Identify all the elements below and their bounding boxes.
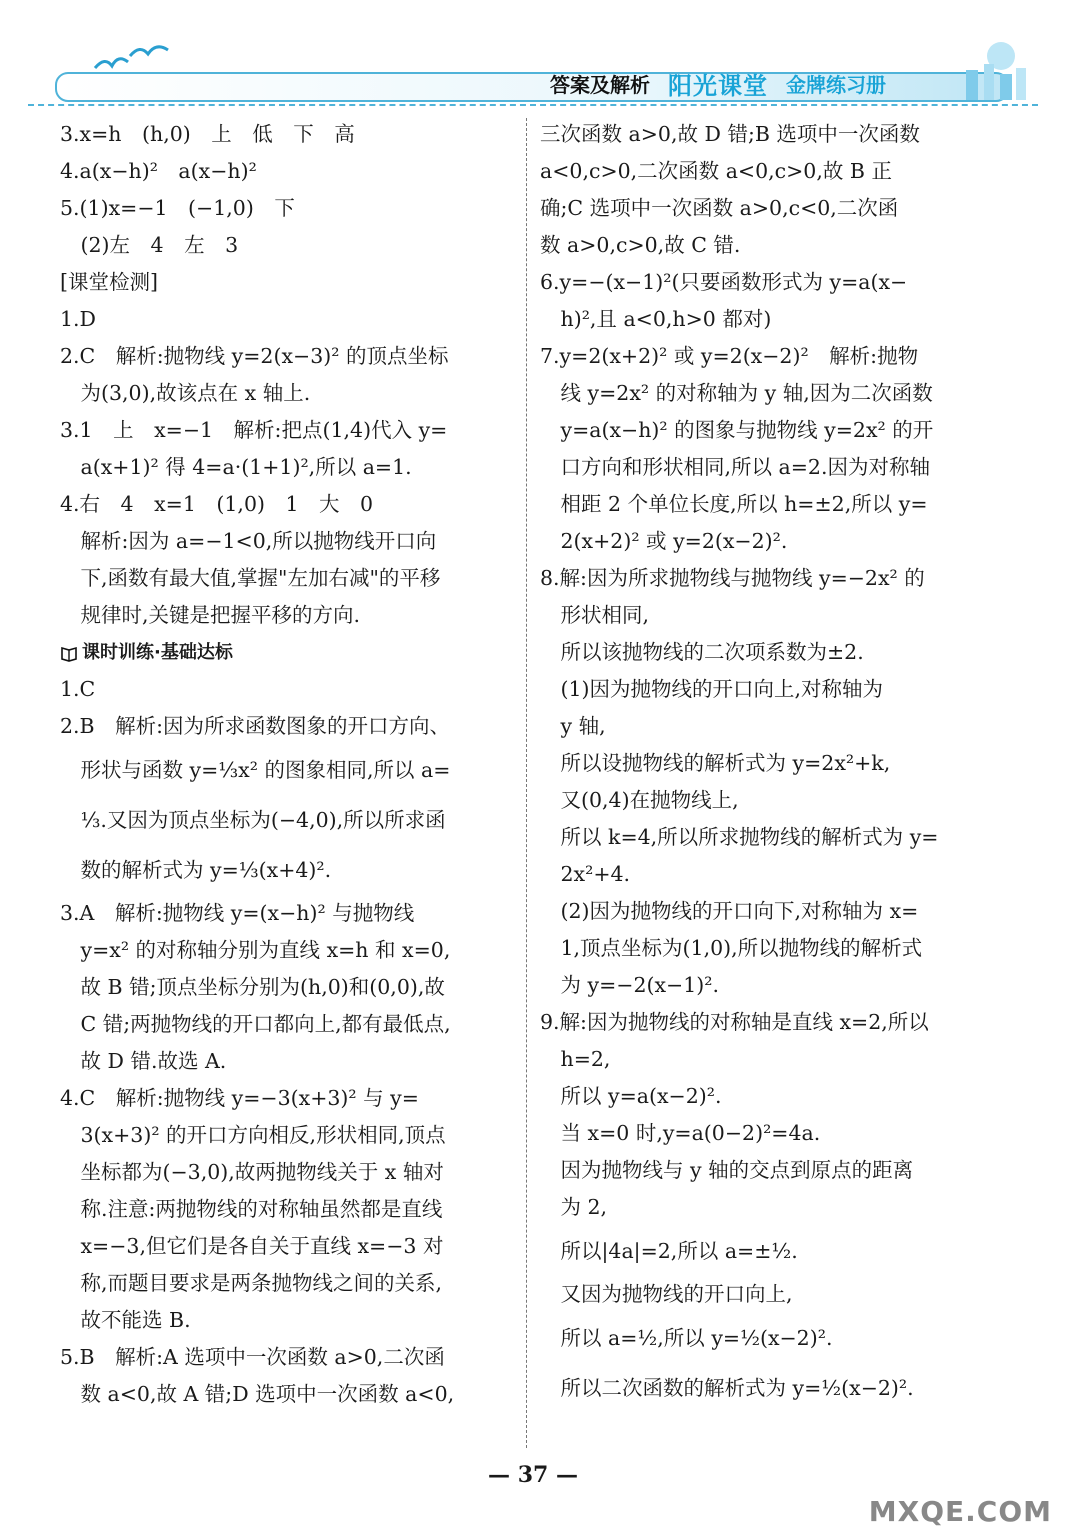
answer-line: 称.注意:两抛物线的对称轴虽然都是直线 (60, 1197, 443, 1221)
answer-line: (2)因为抛物线的开口向下,对称轴为 x= (540, 899, 919, 923)
answer-line: 所以设抛物线的解析式为 y=2x²+k, (540, 751, 891, 775)
answer-line: 为(3,0),故该点在 x 轴上. (60, 381, 311, 405)
answer-line: 相距 2 个单位长度,所以 h=±2,所以 y= (540, 492, 928, 516)
answer-line: 5.(1)x=−1 (−1,0) 下 (60, 196, 295, 220)
answer-line: 所以 a=½,所以 y=½(x−2)². (540, 1326, 833, 1350)
answer-line: 形状与函数 y=⅓x² 的图象相同,所以 a= (60, 758, 451, 782)
answer-line: 口方向和形状相同,所以 a=2.因为对称轴 (540, 455, 930, 479)
answer-line: 2(x+2)² 或 y=2(x−2)². (540, 529, 788, 553)
answer-line: a<0,c>0,二次函数 a<0,c>0,故 B 正 (540, 159, 892, 183)
answer-line: 又因为抛物线的开口向上, (540, 1282, 793, 1306)
answer-line: 数的解析式为 y=⅓(x+4)². (60, 858, 332, 882)
answer-line: 称,而题目要求是两条抛物线之间的关系, (60, 1271, 443, 1295)
book-icon (60, 644, 78, 662)
page-header (0, 0, 1066, 120)
section-label: [课堂检测] (60, 270, 158, 294)
page-number: — 37 — (488, 1462, 578, 1488)
answer-line: 又(0,4)在抛物线上, (540, 788, 739, 812)
decoration-icon (946, 34, 1036, 104)
answer-line: 3.1 上 x=−1 解析:把点(1,4)代入 y= (60, 418, 448, 442)
answer-line: 所以该抛物线的二次项系数为±2. (540, 640, 864, 664)
answer-line: 下,函数有最大值,掌握"左加右减"的平移 (60, 566, 441, 590)
answer-line: 确;C 选项中一次函数 a>0,c<0,二次函 (540, 196, 899, 220)
answer-line: (2)左 4 左 3 (60, 233, 239, 257)
answer-line: 坐标都为(−3,0),故两抛物线关于 x 轴对 (60, 1160, 444, 1184)
answer-line: 所以 k=4,所以所求抛物线的解析式为 y= (540, 825, 939, 849)
answer-line: 所以二次函数的解析式为 y=½(x−2)². (540, 1376, 914, 1400)
answer-line: 为 y=−2(x−1)². (540, 973, 720, 997)
answer-line: a(x+1)² 得 4=a·(1+1)²,所以 a=1. (60, 455, 412, 479)
answer-line: 1,顶点坐标为(1,0),所以抛物线的解析式 (540, 936, 923, 960)
answer-line: 解析:因为 a=−1<0,所以抛物线开口向 (60, 529, 437, 553)
answer-line: 三次函数 a>0,故 D 错;B 选项中一次函数 (540, 122, 920, 146)
answer-line: 8.解:因为所求抛物线与抛物线 y=−2x² 的 (540, 566, 925, 590)
answer-line: 数 a<0,故 A 错;D 选项中一次函数 a<0, (60, 1382, 455, 1406)
answer-line: C 错;两抛物线的开口都向上,都有最低点, (60, 1012, 451, 1036)
answer-line: 1.C (60, 677, 96, 701)
left-column (60, 116, 515, 1413)
answer-line: 故不能选 B. (60, 1308, 191, 1332)
answer-line: 3.A 解析:抛物线 y=(x−h)² 与抛物线 (60, 901, 415, 925)
answer-line: 为 2, (540, 1195, 608, 1219)
answer-line: 线 y=2x² 的对称轴为 y 轴,因为二次函数 (540, 381, 933, 405)
header-brand: 阳光课堂 (668, 71, 768, 100)
answer-line: 2.B 解析:因为所求函数图象的开口方向、 (60, 714, 451, 738)
answer-line: 形状相同, (540, 603, 650, 627)
answer-line: (1)因为抛物线的开口向上,对称轴为 (540, 677, 884, 701)
answer-line: 因为抛物线与 y 轴的交点到原点的距离 (540, 1158, 914, 1182)
column-divider (526, 118, 527, 1448)
answer-line: 3(x+3)² 的开口方向相反,形状相同,顶点 (60, 1123, 446, 1147)
answer-line: 5.B 解析:A 选项中一次函数 a>0,二次函 (60, 1345, 445, 1369)
answer-line: 1.D (60, 307, 96, 331)
answer-line: h)²,且 a<0,h>0 都对) (540, 307, 772, 331)
watermark: MXQE.COM (868, 1495, 1052, 1528)
answer-line: y 轴, (540, 714, 606, 738)
answer-line: ⅓.又因为顶点坐标为(−4,0),所以所求函 (60, 808, 446, 832)
answer-line: x=−3,但它们是各自关于直线 x=−3 对 (60, 1234, 444, 1258)
answer-line: 6.y=−(x−1)²(只要函数形式为 y=a(x− (540, 270, 908, 294)
right-column (540, 116, 990, 1413)
answer-line: 当 x=0 时,y=a(0−2)²=4a. (540, 1121, 821, 1145)
header-label: 答案及解析 (550, 72, 650, 97)
answer-line: 数 a>0,c>0,故 C 错. (540, 233, 741, 257)
header-text (550, 66, 886, 100)
answer-line: 故 D 错.故选 A. (60, 1049, 227, 1073)
header-rule (28, 104, 1038, 106)
header-series: 金牌练习册 (786, 72, 886, 97)
answer-line: 2.C 解析:抛物线 y=2(x−3)² 的顶点坐标 (60, 344, 449, 368)
answer-line: 9.解:因为抛物线的对称轴是直线 x=2,所以 (540, 1010, 929, 1034)
answer-line: 7.y=2(x+2)² 或 y=2(x−2)² 解析:抛物 (540, 344, 919, 368)
answer-line: y=x² 的对称轴分别为直线 x=h 和 x=0, (60, 938, 451, 962)
section-title (60, 634, 515, 671)
answer-line: 故 B 错;顶点坐标分别为(h,0)和(0,0),故 (60, 975, 445, 999)
answer-line: y=a(x−h)² 的图象与抛物线 y=2x² 的开 (540, 418, 934, 442)
answer-line: 规律时,关键是把握平移的方向. (60, 603, 361, 627)
answer-line: 所以 y=a(x−2)². (540, 1084, 722, 1108)
answer-line: h=2, (540, 1047, 611, 1071)
answer-line: 4.C 解析:抛物线 y=−3(x+3)² 与 y= (60, 1086, 419, 1110)
answer-line: 4.右 4 x=1 (1,0) 1 大 0 (60, 492, 374, 516)
section-title-text: 课时训练·基础达标 (82, 642, 233, 663)
answer-line: 2x²+4. (540, 862, 631, 886)
answer-line: 3.x=h (h,0) 上 低 下 高 (60, 122, 355, 146)
answer-line: 所以|4a|=2,所以 a=±½. (540, 1239, 798, 1263)
answer-line: 4.a(x−h)² a(x−h)² (60, 159, 257, 183)
